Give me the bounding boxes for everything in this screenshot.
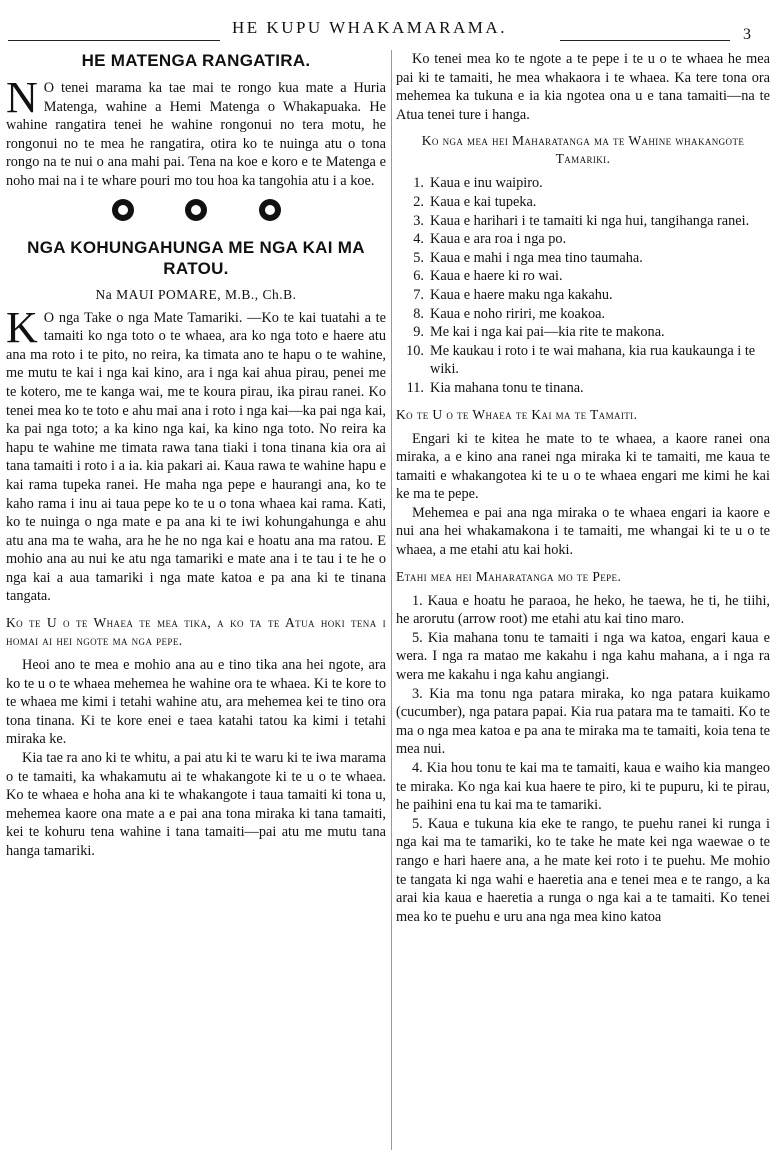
- left-column: [6, 50, 386, 1156]
- flower-ornament: [259, 199, 281, 221]
- article-title-kohungahunga: NGA KOHUNGAHUNGA ME NGA KAI MA RATOU.: [27, 237, 365, 278]
- rule-text: Kaua e ara roa i nga po.: [430, 231, 567, 248]
- section-heading-u-whaea: Ko te U o te Whaea te mea tika, a ko ta te Atua hoki tena i homai ai hei ngote ma nga pepe.: [6, 615, 386, 649]
- flower-ornament: [185, 199, 207, 221]
- rule-number: 6.: [413, 268, 424, 285]
- paragraph: Heoi ano te mea e mohio ana au e tino tika ana hei ngote, ara ko te u o te whaea mehemea he wahine ora te whaea. Ki te kore to te whaea me kimi i tetahi wahine atu, ara mehemea kei te tino ora tona tinana. Ki te kore enei e taea katahi tatou ka kimi i tetahi miraka ke.: [6, 657, 386, 748]
- right-column: [396, 50, 770, 1156]
- pepe-paragraphs: [396, 592, 770, 927]
- paragraph: 5. Kia mahana tonu te tamaiti i nga wa katoa, engari kaua e wera. I nga ra matao me kakahu i nga kahu mahana, a i nga ra wera me kakahu i nga kahu angiangi.: [396, 629, 770, 684]
- column-divider: [391, 50, 392, 1150]
- rule-number: 8.: [413, 305, 424, 322]
- rule-number: 3.: [413, 212, 424, 229]
- rule-text: Kaua e haere ki ro wai.: [430, 268, 563, 285]
- rule-number: 10.: [406, 342, 424, 359]
- paragraph: 1. Kaua e hoatu he paraoa, he heko, he taewa, he ti, he tiihi, he arorutu (arrow root) me etahi atu kai tino maro.: [396, 592, 770, 628]
- running-header: [0, 0, 778, 44]
- rule-text: Me kaukau i roto i te wai mahana, kia rua kaukaunga i te wiki.: [430, 342, 756, 378]
- rule-item: [396, 230, 770, 249]
- paragraph: Kia tae ra ano ki te whitu, a pai atu ki te waru ki te iwa marama o te tamaiti, ka whakamutu ai te whakangote ki te u o te whaea. Ko te whaea e hoha ana ki te whakangote i taua tamaiti ki tona u, mehemea kaore ona mate a e pai ana tona miraka ki tana tamaiti, kei te kohuru tena wahine i tana tamaiti—pai atu me mutu tana hanga tamariki.: [6, 750, 386, 859]
- rule-number: 2.: [413, 193, 424, 210]
- rule-text: Kaua e inu waipiro.: [430, 175, 543, 192]
- ornament-row: [6, 199, 386, 227]
- rule-item: [396, 379, 770, 398]
- article-title-matenga: HE MATENGA RANGATIRA.: [81, 51, 311, 70]
- rule-item: [396, 267, 770, 286]
- header-rule-left: [8, 40, 220, 41]
- rules-list: [396, 174, 770, 397]
- rule-number: 9.: [413, 324, 424, 341]
- rule-item: [396, 212, 770, 231]
- rule-item: [396, 305, 770, 324]
- rule-item: [396, 323, 770, 342]
- rule-text: Kaua e kai tupeka.: [430, 193, 537, 210]
- section-heading-maharatanga-pepe: Etahi mea hei Maharatanga mo te Pepe.: [396, 568, 622, 584]
- rule-text: Kaua e noho ririri, me koakoa.: [430, 305, 606, 322]
- rule-item: [396, 249, 770, 268]
- rule-item: [396, 174, 770, 193]
- paragraph: Ko tenei mea ko te ngote a te pepe i te u o te whaea he mea pai ki te tamaiti, he mea whakaora i te whaea. Ka tere tona ora mehemea ka tukuna e ia kia ngotea ona u e tana tamaiti—na te Atua tenei ture i hanga.: [396, 51, 770, 123]
- rule-number: 11.: [406, 379, 424, 396]
- page-number: 3: [743, 26, 751, 43]
- author-line: Na MAUI POMARE, M.B., Ch.B.: [95, 286, 297, 302]
- flower-ornament: [112, 199, 134, 221]
- rule-text: Me kai i nga kai pai—kia rite te makona.: [430, 324, 665, 341]
- paragraph: Mehemea e pai ana nga miraka o te whaea engari ia kaore e nui ana hei whakamakona i te tamaiti, me whangai ki te u o te whaea, a me etahi atu kai hoki.: [396, 504, 770, 559]
- paragraph: 4. Kia hou tonu te kai ma te tamaiti, kaua e waiho kia mangeo te miraka. Ko nga kai kua haere te piro, ki te pupuru, ki te pirau, he paihini ena tu kai ma te tamariki.: [396, 760, 770, 814]
- dropcap-n: N: [6, 73, 38, 122]
- article-body-matenga: [6, 73, 386, 191]
- paragraph: Engari ki te kitea he mate to te whaea, a kaore ranei ona miraka, a e kino ana ranei nga miraka ki te tamaiti, me kaua te tamaiti e whakangotea ki te u o te whaea engari me kimi he kai ke ma te pepe.: [396, 430, 770, 503]
- running-title: HE KUPU WHAKAMARAMA.: [232, 18, 507, 37]
- dropcap-k: K: [6, 302, 38, 352]
- article-text-matenga: O tenei marama ka tae mai te rongo kua mate a Huria Matenga, wahine a Hemi Matenga o Whakapuaka. He wahine rangatira tenei he wahine rongonui no tera motu, he rongonui no te mea he rangatira, otira ko te nuinga atu o tona rongo na te nui o ana mahi pai. Tena na koe e koro e te Matenga e noho mai na i te whare pouri mo tou hoa ka tangohia atu i a koe.: [6, 80, 386, 189]
- paragraph: 3. Kia ma tonu nga patara miraka, ko nga patara kuikamo (cucumber), nga patara papai. Kia rua patara ma te tamaiti. Ko te ma o nga mea katoa e pa ana te miraka ma te tamaiti, koia tena te mea nui.: [396, 685, 770, 758]
- article-intro: [6, 302, 386, 607]
- rule-item: [396, 193, 770, 212]
- rule-text: Kia mahana tonu te tinana.: [430, 379, 584, 396]
- section-heading-u-kai: Ko te U o te Whaea te Kai ma te Tamaiti.: [396, 406, 638, 422]
- paragraph: 5. Kaua e tukuna kia eke te rango, te puehu ranei ki runga i nga kai ma te tamariki, ko te take he mate kei nga waewae o te rango e hari haere ana, a he mate kei roto i te puehu. Me mohio te tangata ki nga wahi e haeretia ana e tenei mea e te rango, a ka arai kia kaua e haeretia a runga o nga kai a te tamaiti. Ko tenei mea ko te puehu e uru ana nga mea kino katoa: [396, 815, 770, 925]
- rule-text: Kaua e mahi i nga mea tino taumaha.: [430, 249, 643, 266]
- rule-text: Kaua e harihari i te tamaiti ki nga hui, tangihanga ranei.: [430, 212, 750, 229]
- header-rule-right: [560, 40, 730, 41]
- rule-number: 5.: [413, 249, 424, 266]
- rule-item: [396, 342, 770, 379]
- rule-number: 7.: [413, 286, 424, 303]
- rule-text: Kaua e haere maku nga kakahu.: [430, 286, 613, 303]
- article-intro-text: O nga Take o nga Mate Tamariki. —Ko te kai tuatahi a te tamaiti ko nga toto o te whaea, ara ko nga toto e haere atu ana ma roto i te pito, no reira, ka timata ano te hapu o te wahine, me mutu te kai i nga kai kino, ara i nga kai ahua pirau, penei me te kotero, me te kanga wai, me te koura pirau, ika pirau ranei. Ko tenei mea ko te toto e ahu mai ana i roto i nga kai—ka pai nga kai, ka pai nga toto; a ka kino nga kai, ka kino nga toto. No reira ka hapu te wahine me timata rawa tana tiaki i tona tinana kia ora ai tana tamaiti i roto i a ia. kia pakari ai. Kaua rawa te wahine hapu e kai rama tupeka ranei. He maha nga pepe e haurangi ana, ko te kaho rama i inu ai taua pepe ko te u o tona whaea kai rama. Kati, ko te nuinga o nga mate e pa ana ki te iwi kohungahunga e ahu atu ana ma te waha, ara he he no nga kai e hoatu ana ma ratou. E mohio ana au nui ke atu nga tamariki e mate ana i te tau i te he o nga kai a aua tamariki i nga mate katoa e pa ana ki te tinana tangata.: [6, 309, 386, 605]
- rule-item: [396, 286, 770, 305]
- rule-number: 1.: [413, 175, 424, 192]
- section-heading-maharatanga-wahine: Ko nga mea hei Maharatanga ma te Wahine whakangote Tamariki.: [421, 133, 745, 167]
- rule-number: 4.: [413, 231, 424, 248]
